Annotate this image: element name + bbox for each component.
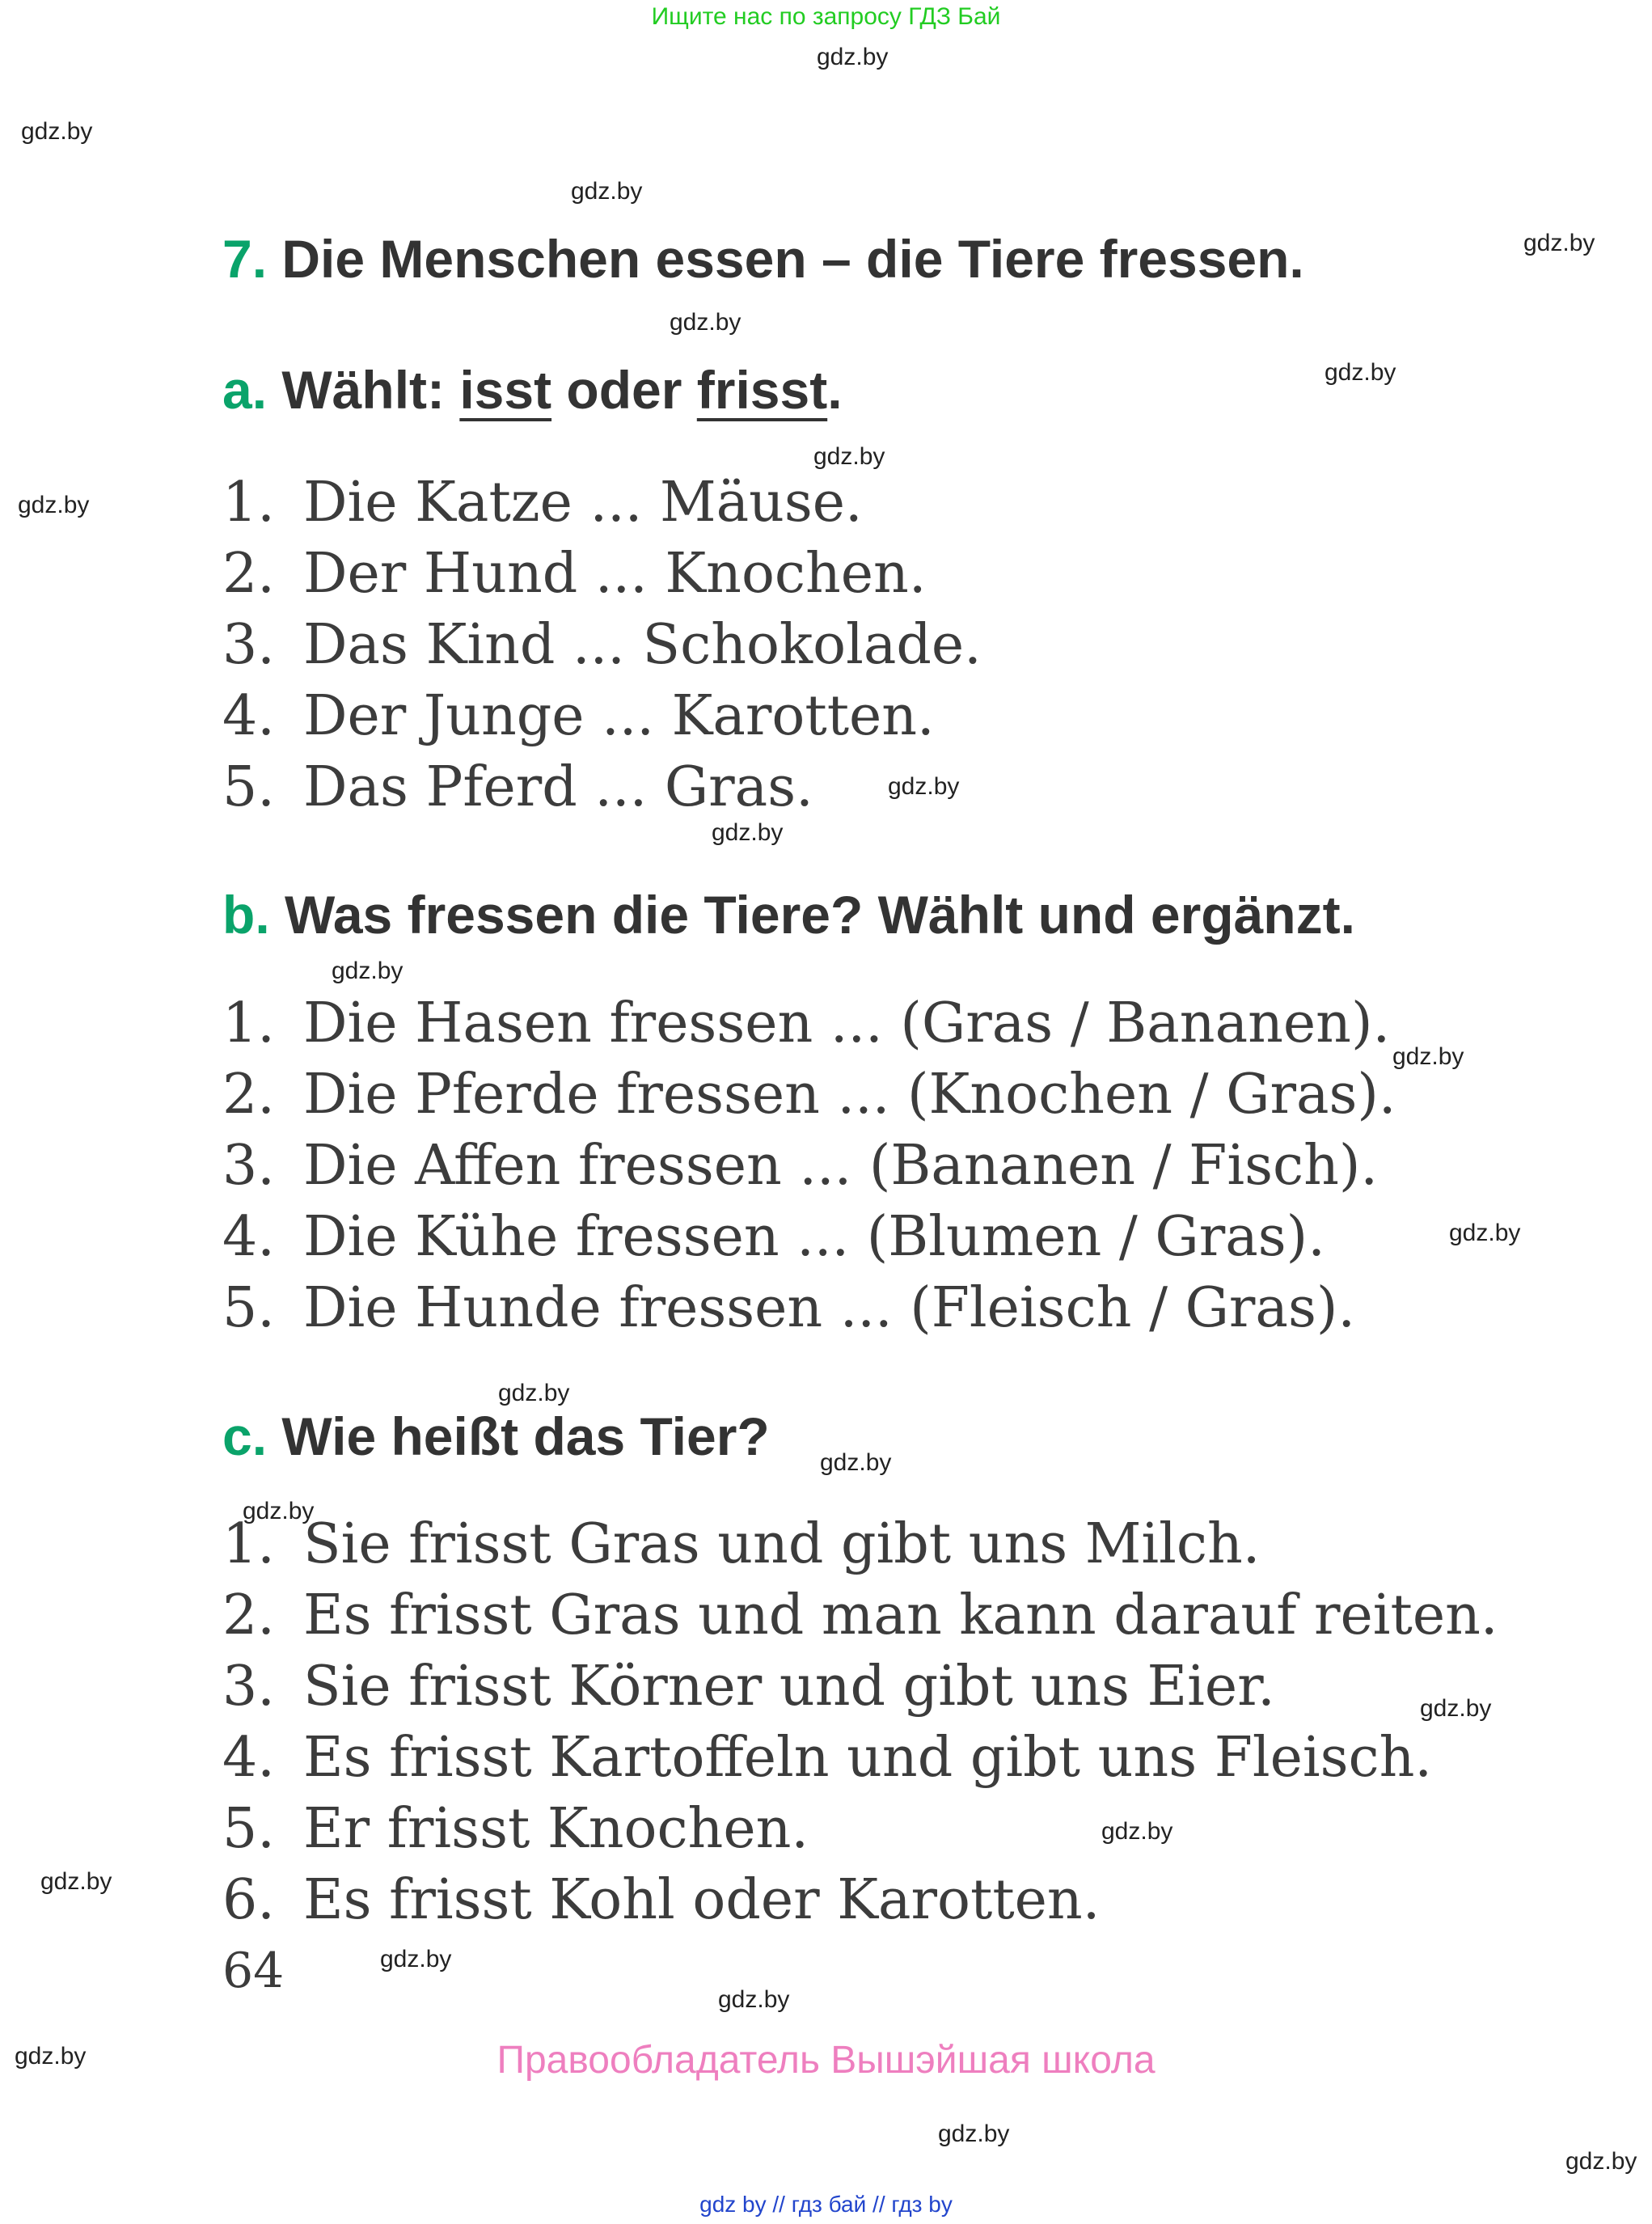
list-item: 2. Der Hund ... Knochen. — [222, 542, 927, 606]
watermark: gdz.by — [1325, 359, 1396, 386]
part-a-letter: a. — [222, 360, 268, 420]
watermark: gdz.by — [938, 2120, 1010, 2147]
watermark: gdz.by — [813, 443, 885, 470]
watermark: gdz.by — [718, 1986, 790, 2013]
copyright-notice: Правообладатель Вышэйшая школа — [496, 2039, 1156, 2082]
part-c-title: Wie heißt das Tier? — [281, 1406, 770, 1466]
watermark: gdz.by — [1565, 2148, 1637, 2175]
list-item: 2. Die Pferde fressen ... (Knochen / Gras). — [222, 1063, 1396, 1127]
watermark: gdz.by — [1449, 1220, 1521, 1246]
watermark: gdz.by — [571, 178, 643, 205]
page-number: 64 — [222, 1943, 285, 1999]
watermark: gdz.by — [817, 44, 889, 70]
watermark: gdz.by — [21, 118, 93, 145]
section-number: 7. — [222, 229, 268, 289]
list-item: 1. Die Katze ... Mäuse. — [222, 471, 863, 535]
list-item: 4. Es frisst Kartoffeln und gibt uns Fleisch. — [222, 1726, 1433, 1790]
list-item: 4. Der Junge ... Karotten. — [222, 684, 935, 748]
list-item: 5. Er frisst Knochen. — [222, 1797, 809, 1861]
watermark: gdz.by — [498, 1380, 570, 1406]
list-item: 3. Die Affen fressen ... (Bananen / Fisch). — [222, 1134, 1379, 1198]
top-note: Ищите нас по запросу ГДЗ Бай — [651, 3, 1001, 30]
part-a-heading — [222, 359, 843, 421]
watermark: gdz.by — [1101, 1818, 1173, 1845]
part-a-title-pre: Wählt: — [281, 360, 445, 420]
watermark: gdz.by — [1523, 230, 1595, 256]
part-b-title: Was fressen die Tiere? Wählt und ergänzt. — [285, 885, 1355, 945]
watermark: gdz.by — [820, 1449, 892, 1476]
watermark: gdz.by — [1420, 1695, 1492, 1722]
watermark: gdz.by — [332, 958, 403, 984]
part-c-heading — [222, 1406, 770, 1467]
watermark: gdz.by — [243, 1498, 315, 1524]
part-c-letter: c. — [222, 1406, 268, 1466]
list-item: 5. Das Pferd ... Gras. — [222, 755, 813, 819]
watermark: gdz.by — [380, 1946, 452, 1972]
list-item: 2. Es frisst Gras und man kann darauf reiten. — [222, 1583, 1498, 1647]
section-title: Die Menschen essen – die Tiere fressen. — [281, 229, 1304, 289]
part-c-list — [222, 1509, 1498, 1936]
watermark: gdz.by — [15, 2043, 87, 2070]
footer-links[interactable]: gdz by // гдз бай // гдз by — [699, 2192, 953, 2217]
list-item: 6. Es frisst Kohl oder Karotten. — [222, 1868, 1101, 1932]
watermark: gdz.by — [40, 1868, 112, 1895]
part-a-list — [222, 467, 982, 823]
option-frisst: frisst — [696, 360, 828, 420]
part-b-letter: b. — [222, 885, 270, 945]
list-item: 5. Die Hunde fressen ... (Fleisch / Gras). — [222, 1276, 1355, 1340]
watermark: gdz.by — [1392, 1043, 1464, 1070]
list-item: 1. Die Hasen fressen ... (Gras / Bananen). — [222, 991, 1391, 1055]
part-b-heading — [222, 884, 1355, 945]
part-a-title-mid: oder — [566, 360, 682, 420]
option-isst: isst — [459, 360, 552, 420]
watermark: gdz.by — [670, 309, 741, 336]
part-b-list — [222, 988, 1396, 1344]
watermark: gdz.by — [712, 819, 784, 846]
watermark: gdz.by — [888, 773, 960, 800]
list-item: 3. Das Kind ... Schokolade. — [222, 613, 982, 677]
watermark: gdz.by — [18, 492, 90, 518]
list-item: 3. Sie frisst Körner und gibt uns Eier. — [222, 1655, 1275, 1719]
list-item: 4. Die Kühe fressen ... (Blumen / Gras). — [222, 1205, 1325, 1269]
part-a-title-end: . — [827, 360, 843, 420]
list-item: 1. Sie frisst Gras und gibt uns Milch. — [222, 1512, 1261, 1576]
section-heading — [222, 228, 1304, 290]
